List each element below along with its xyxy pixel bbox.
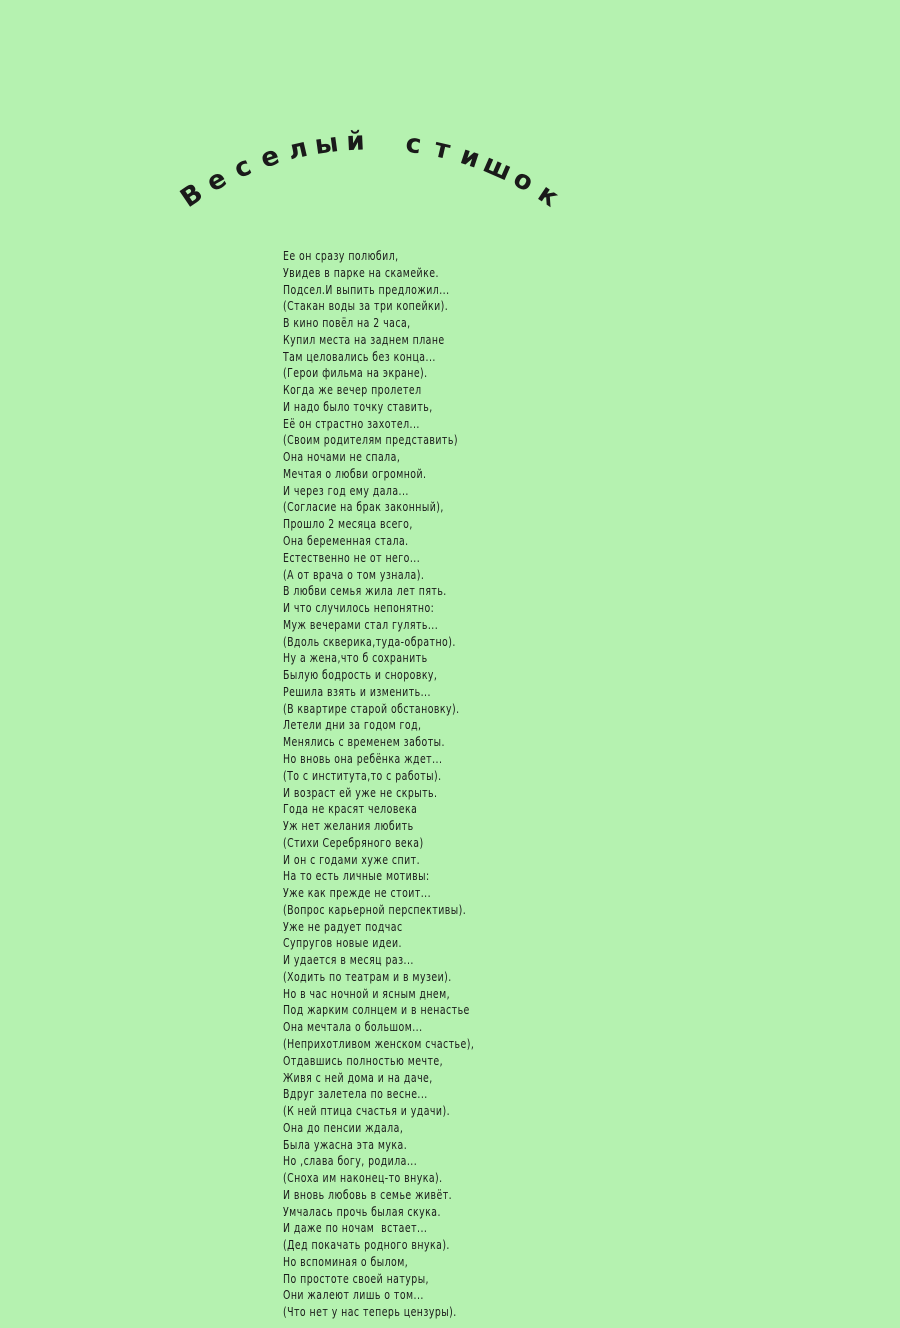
poem-line: Когда же вечер пролетел (283, 382, 422, 398)
poem-line: (Что нет у нас теперь цензуры). (283, 1304, 457, 1320)
poem-line: Вдруг залетела по весне... (283, 1086, 428, 1102)
poem-line: Там целовались без конца... (283, 348, 436, 364)
poem-line: Увидев в парке на скамейке. (283, 264, 439, 280)
poem-line: Естественно не от него... (283, 549, 421, 565)
poem-line: И вновь любовь в семье живёт. (283, 1186, 453, 1202)
title-letter: л (285, 132, 311, 167)
poem-line: В любви семья жила лет пять. (283, 583, 447, 599)
poem-line: Менялись с временем заботы. (283, 734, 445, 750)
poem-line: И возраст ей уже не скрыть. (283, 784, 438, 800)
poem-line: (Своим родителям представить) (283, 432, 458, 448)
poem-line: (К ней птица счастья и удачи). (283, 1103, 451, 1119)
poem-line: (Герои фильма на экране). (283, 365, 428, 381)
poem-line: И он с годами хуже спит. (283, 851, 421, 867)
title-letter: е (256, 140, 284, 175)
poem-line: (Согласие на брак законный), (283, 499, 444, 515)
title-letter: т (431, 133, 453, 167)
poem-line: И через год ему дала... (283, 482, 409, 498)
poem-line: Ну а жена,что б сохранить (283, 650, 428, 666)
poem-line: Уже как прежде не стоит... (283, 885, 432, 901)
poem-line: (Неприхотливом женском счастье), (283, 1035, 475, 1051)
poem-line: И надо было точку ставить, (283, 398, 433, 414)
poem-line: Но вспоминая о былом, (283, 1253, 409, 1269)
arched-title (0, 0, 900, 260)
poem-line: Уже не радует подчас (283, 918, 403, 934)
poem-line: Супругов новые идеи. (283, 935, 402, 951)
poem-line: Её он страстно захотел... (283, 415, 420, 431)
poem-line: (Ходить по театрам и в музеи). (283, 968, 452, 984)
title-letter: е (201, 163, 232, 199)
poem-line: Но ,слава богу, родила... (283, 1153, 418, 1169)
poem-line: Подсел.И выпить предложил... (283, 281, 450, 297)
title-letter: ы (312, 128, 341, 161)
poem-line: Но в час ночной и ясным днем, (283, 985, 451, 1001)
poem-line: Но вновь она ребёнка ждет... (283, 750, 443, 766)
title-letter: к (532, 178, 564, 214)
title-letter: с (229, 151, 256, 185)
poem-line: Отдавшись полностью мечте, (283, 1052, 444, 1068)
title-letters (175, 126, 564, 214)
poem-line: И что случилось непонятно: (283, 600, 435, 616)
poem-line: Они жалеют лишь о том... (283, 1287, 424, 1303)
poem-line: Живя с ней дома и на даче, (283, 1069, 433, 1085)
poem-line: Под жарким солнцем и в ненастье (283, 1002, 470, 1018)
poem-line: Она мечтала о большом... (283, 1019, 423, 1035)
title-letter: и (456, 140, 484, 175)
poem-body (283, 248, 511, 1321)
title-letter: й (345, 126, 366, 158)
poem-line: (Стакан воды за три копейки). (283, 298, 449, 314)
poem-line: Была ужасна эта мука. (283, 1136, 408, 1152)
poem-line: Летели дни за годом год, (283, 717, 422, 733)
poem-line: Уж нет желания любить (283, 818, 414, 834)
poem-line: Прошло 2 месяца всего, (283, 516, 413, 532)
poem-line: (В квартире старой обстановку). (283, 700, 460, 716)
poem-line: (А от врача о том узнала). (283, 566, 425, 582)
poem-line: (То с института,то с работы). (283, 767, 442, 783)
poem-line: По простоте своей натуры, (283, 1270, 430, 1286)
poem-line: Былую бодрость и сноровку, (283, 667, 438, 683)
poem-line: И удается в месяц раз... (283, 952, 414, 968)
poem-line: Решила взять и изменить... (283, 683, 431, 699)
title-letter: В (175, 178, 209, 214)
poem-line: Муж вечерами стал гулять... (283, 616, 439, 632)
poem-line: (Вдоль скверика,туда-обратно). (283, 633, 456, 649)
poem-line: И даже по ночам встает... (283, 1220, 428, 1236)
title-letter: ш (478, 148, 516, 188)
poem-line: Ее он сразу полюбил, (283, 248, 399, 263)
title-letter: с (403, 128, 424, 161)
poem-line: Она до пенсии ждала, (283, 1119, 404, 1135)
poem-line: Мечтая о любви огромной. (283, 465, 427, 481)
poem-line: На то есть личные мотивы: (283, 868, 430, 884)
poem-line: (Дед покачать родного внука). (283, 1237, 450, 1253)
poem-line: (Сноха им наконец-то внука). (283, 1170, 443, 1186)
poem-line: (Стихи Серебряного века) (283, 834, 424, 850)
poem-line: Года не красят человека (283, 801, 418, 817)
poem-line: Она ночами не спала, (283, 449, 401, 465)
poem-line: Умчалась прочь былая скука. (283, 1203, 441, 1219)
poem-line: (Вопрос карьерной перспективы). (283, 901, 467, 917)
title-letter: о (508, 163, 539, 199)
poem-line: Купил места на заднем плане (283, 331, 445, 347)
poem-line: Она беременная стала. (283, 533, 409, 549)
poem-line: В кино повёл на 2 часа, (283, 315, 411, 331)
